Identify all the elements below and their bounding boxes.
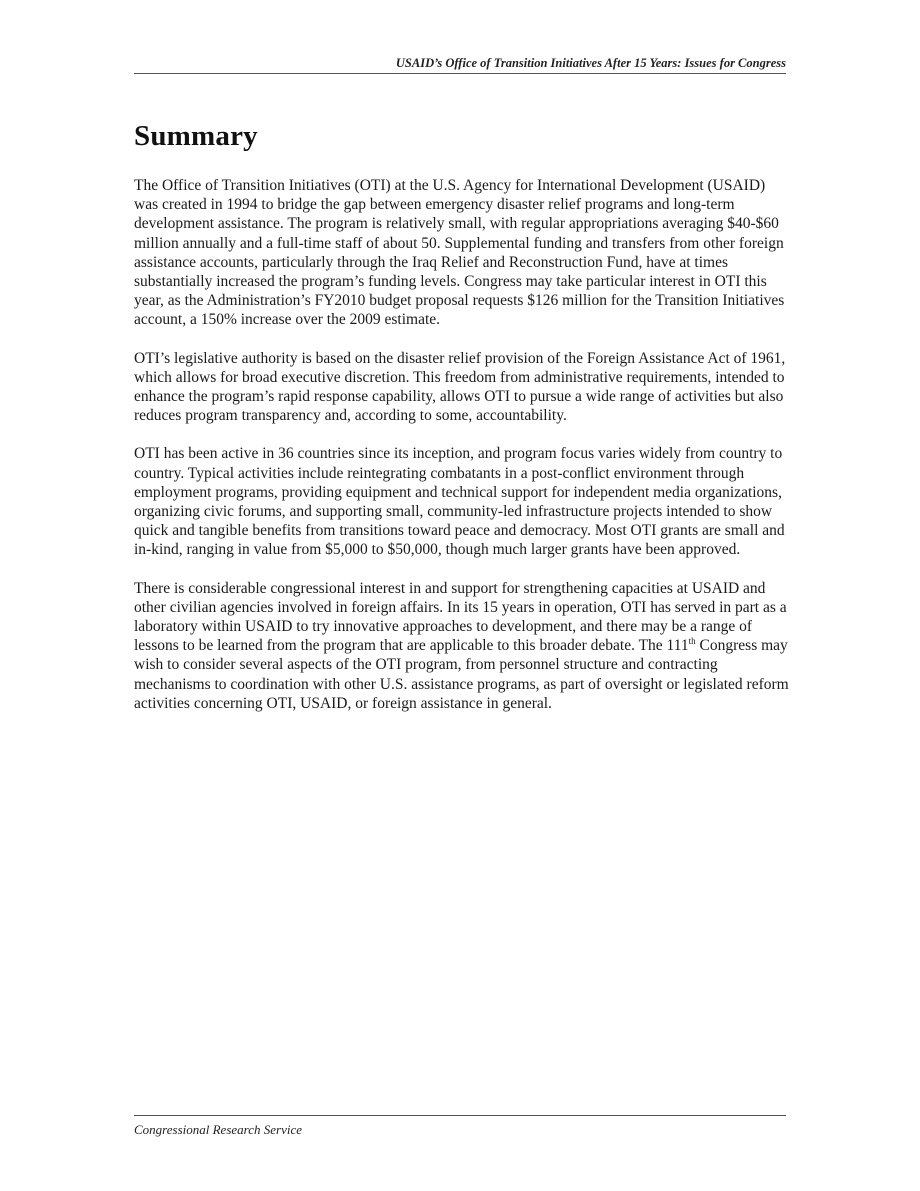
summary-body <box>134 176 790 732</box>
paragraph-4-text-a: There is considerable congressional interest in and support for strengthening capacities at USAID and other civilian agencies involved in foreign affairs. In its 15 years in operation, OTI has served in part as a laboratory within USAID to try innovative approaches to development, and there may be a range of lessons to be learned from the program that are applicable to this broader debate. The 111 <box>134 579 787 655</box>
running-header-title: USAID’s Office of Transition Initiatives After 15 Years: Issues for Congress <box>395 56 786 70</box>
paragraph-1: The Office of Transition Initiatives (OTI) at the U.S. Agency for International Development (USAID) was created in 1994 to bridge the gap between emergency disaster relief programs and long-term development assistance. The program is relatively small, with regular appropriations averaging $40-$60 million annually and a full-time staff of about 50. Supplemental funding and transfers from other foreign assistance accounts, particularly through the Iraq Relief and Reconstruction Fund, have at times substantially increased the program’s funding levels. Congress may take particular interest in OTI this year, as the Administration’s FY2010 budget proposal requests $126 million for the Transition Initiatives account, a 150% increase over the 2009 estimate. <box>134 177 785 329</box>
page-footer <box>134 1115 786 1138</box>
running-header <box>134 56 786 74</box>
paragraph-3: OTI has been active in 36 countries since its inception, and program focus varies widely from country to country. Typical activities include reintegrating combatants in a post-conflict environment through employment programs, providing equipment and technical support for independent media organizations, organizing civic forums, and supporting small, community-led infrastructure projects intended to show quick and tangible benefits from transitions toward peace and democracy. Most OTI grants are small and in-kind, ranging in value from $5,000 to $50,000, though much larger grants have been approved. <box>134 445 785 559</box>
footer-publisher: Congressional Research Service <box>134 1122 302 1137</box>
ordinal-superscript: th <box>688 636 696 647</box>
paragraph-2: OTI’s legislative authority is based on the disaster relief provision of the Foreign Assistance Act of 1961, which allows for broad executive discretion. This freedom from administrative requirements, intended to enhance the program’s rapid response capability, allows OTI to pursue a wide range of activities but also reduces program transparency and, according to some, accountability. <box>134 349 786 425</box>
paragraph-4-text-b: Congress may wish to consider several aspects of the OTI program, from personnel structure and contracting mechanisms to coordination with other U.S. assistance programs, as part of oversight or legislated reform activities concerning OTI, USAID, or foreign assistance in general. <box>134 637 789 712</box>
section-title: Summary <box>134 120 258 152</box>
paragraph-4 <box>134 579 790 713</box>
